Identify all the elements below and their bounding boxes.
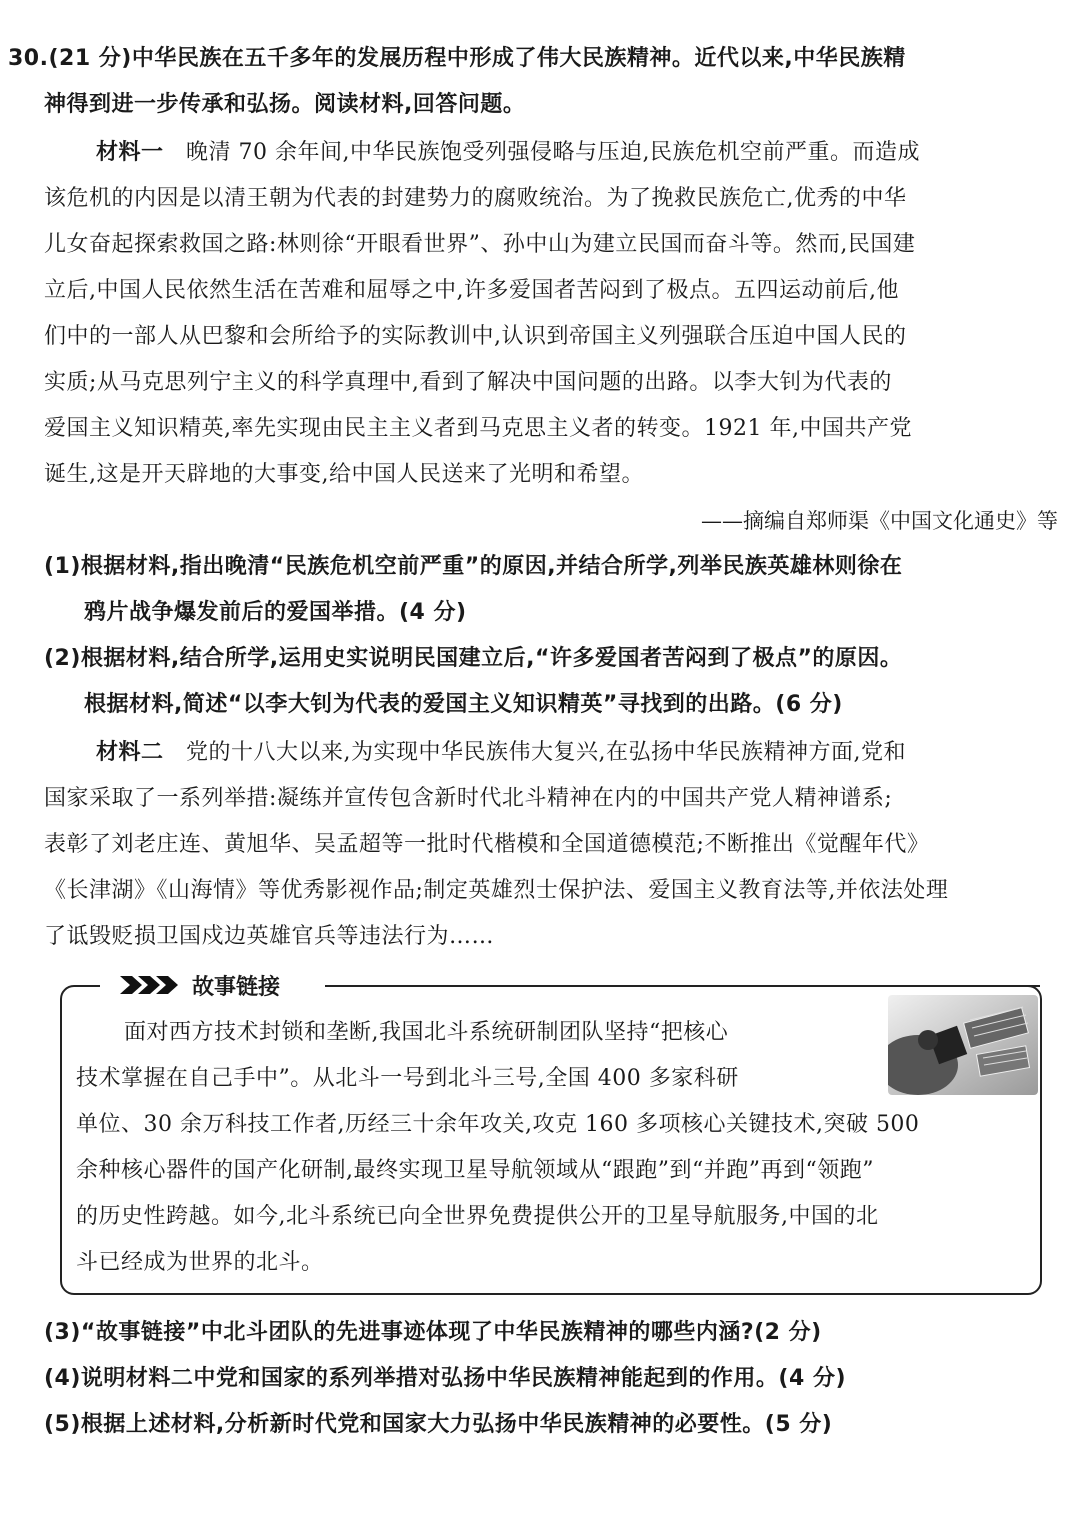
material2-first-line — [96, 738, 906, 768]
material2-text-1: 国家采取了一系列举措:凝练并宣传包含新时代北斗精神在内的中国共产党人精神谱系; — [44, 786, 893, 811]
question5: (5)根据上述材料,分析新时代党和国家大力弘扬中华民族精神的必要性。(5 分) — [44, 1412, 833, 1437]
triple-chevron-icon — [120, 974, 178, 996]
material2-text-3: 《长津湖》《山海情》等优秀影视作品;制定英雄烈士保护法、爱国主义教育法等,并依法处理 — [44, 878, 949, 903]
story-text-4: 的历史性跨越。如今,北斗系统已向全世界免费提供公开的卫星导航服务,中国的北 — [76, 1204, 879, 1229]
material2-text-2: 表彰了刘老庄连、黄旭华、吴孟超等一批时代楷模和全国道德模范;不断推出《觉醒年代》 — [44, 832, 930, 857]
story-header-rule — [320, 985, 1040, 987]
story-text-3: 余种核心器件的国产化研制,最终实现卫星导航领域从“跟跑”到“并跑”再到“领跑” — [76, 1158, 874, 1183]
material1-text-1: 该危机的内因是以清王朝为代表的封建势力的腐败统治。为了挽救民族危亡,优秀的中华 — [44, 186, 907, 211]
material1-text-2: 儿女奋起探索救国之路:林则徐“开眼看世界”、孙中山为建立民国而奋斗等。然而,民国建 — [44, 232, 916, 257]
material1-source: ——摘编自郑师渠《中国文化通史》等 — [701, 509, 1058, 533]
material1-text-4: 们中的一部人从巴黎和会所给予的实际教训中,认识到帝国主义列强联合压迫中国人民的 — [44, 324, 907, 349]
material1-text-5: 实质;从马克思列宁主义的科学真理中,看到了解决中国问题的出路。以李大钊为代表的 — [44, 370, 892, 395]
question4: (4)说明材料二中党和国家的系列举措对弘扬中华民族精神能起到的作用。(4 分) — [44, 1366, 846, 1391]
story-title: 故事链接 — [192, 974, 281, 1000]
story-text-2: 单位、30 余万科技工作者,历经三十余年攻关,攻克 160 多项核心关键技术,突破 500 — [76, 1112, 920, 1137]
question3: (3)“故事链接”中北斗团队的先进事迹体现了中华民族精神的哪些内涵?(2 分) — [44, 1320, 822, 1345]
beidou-satellite-image — [888, 995, 1038, 1095]
question1-line1: (1)根据材料,指出晚清“民族危机空前严重”的原因,并结合所学,列举民族英雄林则徐在 — [44, 554, 903, 579]
material1-text-0: 晚清 70 余年间,中华民族饱受列强侵略与压迫,民族危机空前严重。而造成 — [186, 140, 920, 165]
story-text-0: 面对西方技术封锁和垄断,我国北斗系统研制团队坚持“把核心 — [124, 1020, 729, 1045]
question2-line2: 根据材料,简述“以李大钊为代表的爱国主义知识精英”寻找到的出路。(6 分) — [84, 692, 843, 717]
question2-line1: (2)根据材料,结合所学,运用史实说明民国建立后,“许多爱国者苦闷到了极点”的原因。 — [44, 646, 903, 671]
story-text-1: 技术掌握在自己手中”。从北斗一号到北斗三号,全国 400 多家科研 — [76, 1066, 739, 1091]
story-text-5: 斗已经成为世界的北斗。 — [76, 1250, 324, 1275]
question-intro-line2: 神得到进一步传承和弘扬。阅读材料,回答问题。 — [44, 92, 526, 117]
material2-label: 材料二 — [96, 740, 164, 765]
material1-first-line — [96, 138, 920, 168]
material1-label: 材料一 — [96, 140, 164, 165]
material1-text-6: 爱国主义知识精英,率先实现由民主主义者到马克思主义者的转变。1921 年,中国共产党 — [44, 416, 912, 441]
material1-text-3: 立后,中国人民依然生活在苦难和屈辱之中,许多爱国者苦闷到了极点。五四运动前后,他 — [44, 278, 899, 303]
story-header — [110, 968, 290, 1002]
material2-text-4: 了诋毁贬损卫国戍边英雄官兵等违法行为…… — [44, 924, 495, 949]
material2-text-0: 党的十八大以来,为实现中华民族伟大复兴,在弘扬中华民族精神方面,党和 — [186, 740, 906, 765]
question1-line2: 鸦片战争爆发前后的爱国举措。(4 分) — [84, 600, 467, 625]
material1-text-7: 诞生,这是开天辟地的大事变,给中国人民送来了光明和希望。 — [44, 462, 644, 487]
question-intro-line1: 30.(21 分)中华民族在五千多年的发展历程中形成了伟大民族精神。近代以来,中华民族精 — [8, 46, 906, 71]
